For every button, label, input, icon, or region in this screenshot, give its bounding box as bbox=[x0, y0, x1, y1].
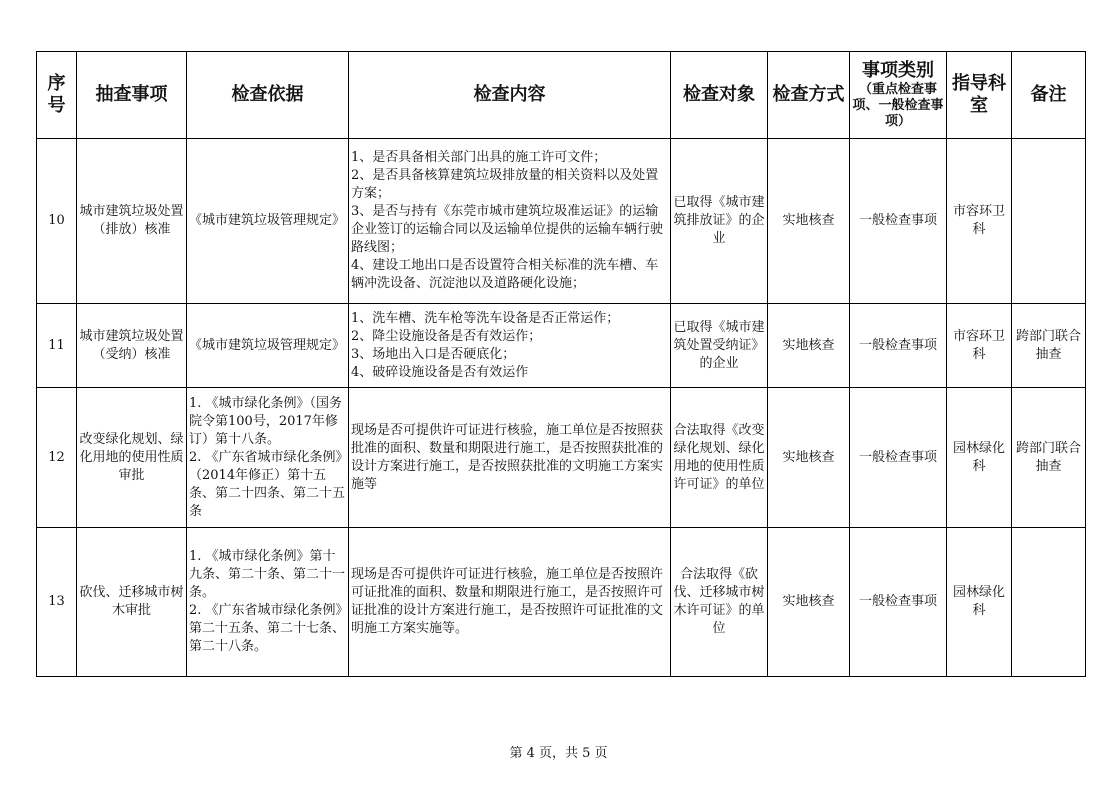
row-seq: 10 bbox=[37, 139, 77, 304]
content-line: 4、建设工地出口是否设置符合相关标准的洗车槽、车辆冲洗设备、沉淀池以及道路硬化设施； bbox=[351, 258, 659, 291]
content-line: 现场是否可提供许可证进行核验，施工单位是否按照获批准的面积、数量和期限进行施工，是否按照获批准的设计方案进行施工，是否按照获批准的文明施工方案实施等 bbox=[351, 422, 664, 492]
basis-clip bbox=[189, 395, 346, 521]
header-target: 检查对象 bbox=[671, 52, 768, 139]
row-remark bbox=[1012, 528, 1086, 677]
row-dept: 市容环卫科 bbox=[947, 139, 1012, 304]
header-content: 检查内容 bbox=[349, 52, 671, 139]
table-row bbox=[37, 388, 1086, 528]
content-line: 4、破碎设施设备是否有效运作 bbox=[351, 364, 529, 380]
header-category bbox=[850, 52, 947, 139]
row-target: 已取得《城市建筑处置受纳证》的企业 bbox=[671, 304, 768, 388]
row-category: 一般检查事项 bbox=[850, 304, 947, 388]
content-line: 3、是否与持有《东莞市城市建筑垃圾准运证》的运输企业签订的运输合同以及运输单位提供的运输车辆行驶路线图； bbox=[351, 204, 664, 255]
page-footer: 第 4 页，共 5 页 bbox=[509, 746, 608, 761]
row-target: 合法取得《砍伐、迁移城市树木许可证》的单位 bbox=[671, 528, 768, 677]
table-row bbox=[37, 139, 1086, 304]
row-content bbox=[349, 388, 671, 528]
row-content bbox=[349, 304, 671, 388]
inspection-table bbox=[36, 51, 1086, 677]
content-line: 现场是否可提供许可证进行核验，施工单位是否按照许可证批准的面积、数量和期限进行施工，是否按照许可证批准的设计方案进行施工，是否按照许可证批准的文明施工方案实施等。 bbox=[351, 567, 664, 636]
header-basis: 检查依据 bbox=[187, 52, 349, 139]
row-method: 实地核查 bbox=[768, 139, 850, 304]
row-dept: 市容环卫科 bbox=[947, 304, 1012, 388]
basis-line: 1. 《城市绿化条例》（国务院令第100号，2017年修订）第十八条。 bbox=[189, 395, 343, 447]
row-item: 城市建筑垃圾处置（排放）核准 bbox=[77, 139, 187, 304]
row-content bbox=[349, 528, 671, 677]
content-line: 2、降尘设施设备是否有效运作； bbox=[351, 328, 542, 344]
header-category-main: 事项类别 bbox=[862, 60, 934, 81]
row-basis: 《城市建筑垃圾管理规定》 bbox=[187, 139, 349, 304]
row-basis bbox=[187, 528, 349, 677]
content-line: 1、洗车槽、洗车枪等洗车设备是否正常运作； bbox=[351, 310, 620, 326]
row-category: 一般检查事项 bbox=[850, 139, 947, 304]
row-seq: 12 bbox=[37, 388, 77, 528]
row-method: 实地核查 bbox=[768, 528, 850, 677]
header-method: 检查方式 bbox=[768, 52, 850, 139]
content-line: 3、场地出入口是否硬底化； bbox=[351, 346, 516, 362]
row-category: 一般检查事项 bbox=[850, 388, 947, 528]
row-item: 城市建筑垃圾处置（受纳）核准 bbox=[77, 304, 187, 388]
row-dept: 园林绿化科 bbox=[947, 528, 1012, 677]
header-item: 抽查事项 bbox=[77, 52, 187, 139]
row-remark bbox=[1012, 139, 1086, 304]
row-remark: 跨部门联合抽查 bbox=[1012, 304, 1086, 388]
header-seq: 序号 bbox=[37, 52, 77, 139]
row-basis bbox=[187, 388, 349, 528]
header-category-sub: （重点检查事项、一般检查事项） bbox=[852, 82, 944, 129]
row-item: 改变绿化规划、绿化用地的使用性质审批 bbox=[77, 388, 187, 528]
table-row bbox=[37, 304, 1086, 388]
header-remark: 备注 bbox=[1012, 52, 1086, 139]
table-row bbox=[37, 528, 1086, 677]
row-method: 实地核查 bbox=[768, 388, 850, 528]
content-line: 2、是否具备核算建筑垃圾排放量的相关资料以及处置方案； bbox=[351, 168, 659, 201]
row-seq: 13 bbox=[37, 528, 77, 677]
row-seq: 11 bbox=[37, 304, 77, 388]
basis-line: 2. 《广东省城市绿化条例》（2014年修正）第十五条、第二十四条、第二十五条 bbox=[189, 449, 346, 519]
row-target: 已取得《城市建筑排放证》的企业 bbox=[671, 139, 768, 304]
row-target: 合法取得《改变绿化规划、绿化用地的使用性质许可证》的单位 bbox=[671, 388, 768, 528]
row-item: 砍伐、迁移城市树木审批 bbox=[77, 528, 187, 677]
basis-line: 2. 《广东省城市绿化条例》第二十五条、第二十七条、第二十八条。 bbox=[189, 603, 346, 654]
row-remark: 跨部门联合抽查 bbox=[1012, 388, 1086, 528]
row-dept: 园林绿化科 bbox=[947, 388, 1012, 528]
header-dept: 指导科室 bbox=[947, 52, 1012, 139]
row-content bbox=[349, 139, 671, 304]
content-line: 1、是否具备相关部门出具的施工许可文件； bbox=[351, 150, 607, 165]
row-basis: 《城市建筑垃圾管理规定》 bbox=[187, 304, 349, 388]
row-category: 一般检查事项 bbox=[850, 528, 947, 677]
row-method: 实地核查 bbox=[768, 304, 850, 388]
header-row bbox=[37, 52, 1086, 139]
basis-line: 1. 《城市绿化条例》第十九条、第二十条、第二十一条。 bbox=[189, 549, 346, 600]
